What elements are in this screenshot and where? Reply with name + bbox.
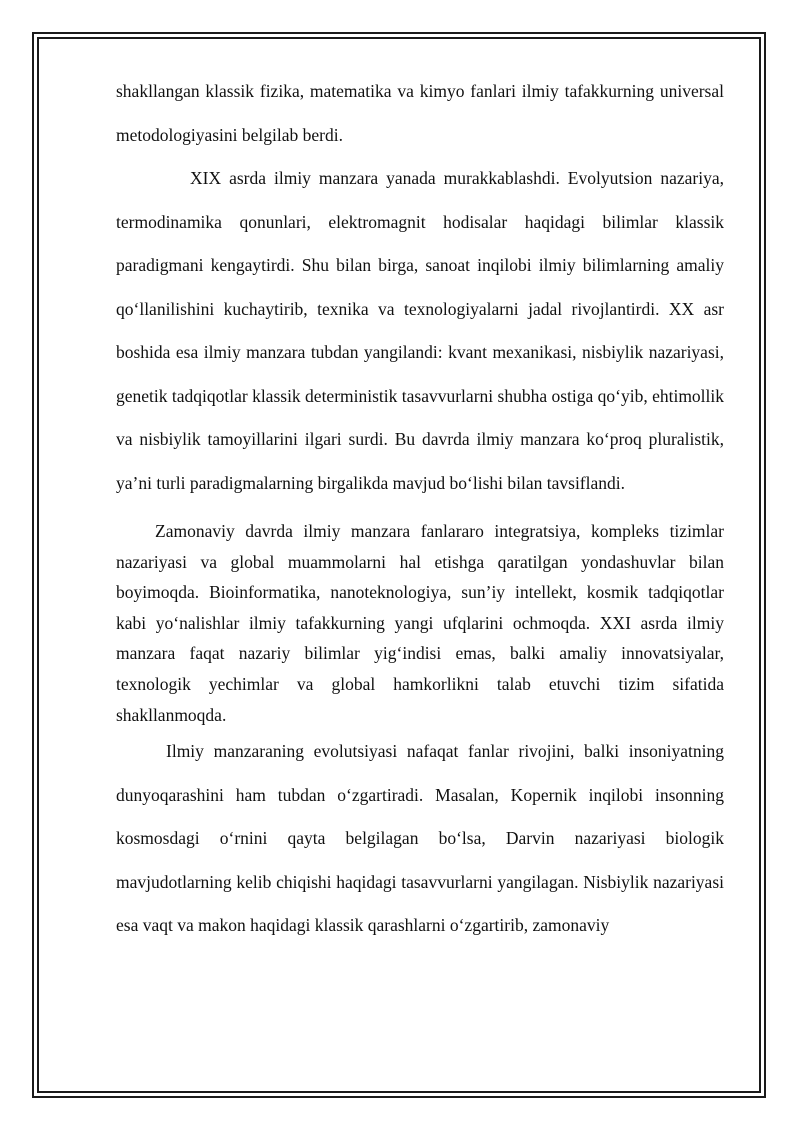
paragraph-1: shakllangan klassik fizika, matematika va kimyo fanlari ilmiy tafakkurning universal metodologiyasini belgilab berdi.	[116, 81, 724, 145]
document-body	[116, 70, 724, 948]
paragraph-4: Ilmiy manzaraning evolutsiyasi nafaqat fanlar rivojini, balki insoniyatning dunyoqarashini ham tubdan o‘zgartiradi. Masalan, Kopernik inqilobi insonning kosmosdagi o‘rnini qayta belgilagan bo‘lsa, Darvin nazariyasi biologik mavjudotlarning kelib chiqishi haqidagi tasavvurlarni yangilagan. Nisbiylik nazariyasi esa vaqt va makon haqidagi klassik qarashlarni o‘zgartirib, zamonaviy	[116, 741, 724, 936]
paragraph-3: Zamonaviy davrda ilmiy manzara fanlararo integratsiya, kompleks tizimlar nazariyasi va global muammolarni hal etishga qaratilgan yondashuvlar bilan boyimoqda. Bioinformatika, nanoteknologiya, sun’iy intellekt, kosmik tadqiqotlar kabi yo‘nalishlar ilmiy tafakkurning yangi ufqlarini ochmoqda. XXI asrda ilmiy manzara faqat nazariy bilimlar yig‘indisi emas, balki amaliy innovatsiyalar, texnologik yechimlar va global hamkorlikni talab etuvchi tizim sifatida shakllanmoqda.	[116, 521, 724, 725]
paragraph-2: XIX asrda ilmiy manzara yanada murakkablashdi. Evolyutsion nazariya, termodinamika qonunlari, elektromagnit hodisalar haqidagi bilimlar klassik paradigmani kengaytirdi. Shu bilan birga, sanoat inqilobi ilmiy bilimlarning amaliy qo‘llanilishini kuchaytirib, texnika va texnologiyalarni jadal rivojlantirdi. XX asr boshida esa ilmiy manzara tubdan yangilandi: kvant mexanikasi, nisbiylik nazariyasi, genetik tadqiqotlar klassik deterministik tasavvurlarni shubha ostiga qo‘yib, ehtimollik va nisbiylik tamoyillarini ilgari surdi. Bu davrda ilmiy manzara ko‘proq pluralistik, ya’ni turli paradigmalarning birgalikda mavjud bo‘lishi bilan tavsiflandi.	[116, 168, 725, 493]
